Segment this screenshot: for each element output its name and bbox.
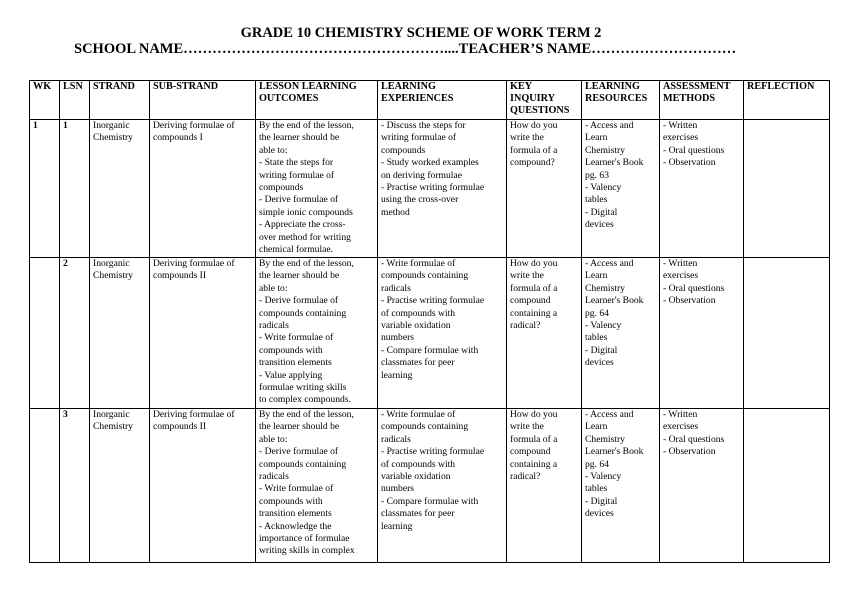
column-header-assessment-methods bbox=[660, 81, 744, 120]
cell-lsn: 3 bbox=[60, 409, 90, 563]
cell-text-line: - Observation bbox=[663, 295, 716, 307]
school-teacher-line: SCHOOL NAME………………………………………………....TEACHER’S NAME………………………… bbox=[74, 41, 737, 57]
cell-text-line: - Write formulae of bbox=[259, 483, 334, 495]
cell-wk bbox=[30, 258, 60, 409]
cell-text-line: variable oxidation bbox=[381, 471, 451, 483]
cell-text-line: chemical formulae. bbox=[259, 244, 334, 256]
cell-text-line: - Valency bbox=[585, 471, 622, 483]
cell-assessment bbox=[660, 258, 744, 409]
cell-text-line: - Practise writing formulae bbox=[381, 182, 485, 194]
cell-text-line: tables bbox=[585, 332, 608, 344]
cell-text-line: classmates for peer bbox=[381, 508, 455, 520]
cell-text-line: Chemistry bbox=[93, 421, 133, 433]
column-header-lesson-learning-outcomes bbox=[256, 81, 378, 120]
header-text-line: RESOURCES bbox=[585, 93, 648, 104]
cell-assessment bbox=[660, 409, 744, 563]
cell-text-line: compounds containing bbox=[381, 421, 469, 433]
column-header-reflection bbox=[744, 81, 830, 120]
cell-text-line: How do you bbox=[510, 409, 558, 420]
cell-text-line: exercises bbox=[663, 132, 699, 144]
cell-text-line: transition elements bbox=[259, 508, 332, 520]
cell-text-line: exercises bbox=[663, 270, 699, 282]
cell-sub-strand bbox=[150, 258, 256, 409]
cell-text-line: importance of formulae bbox=[259, 533, 350, 545]
cell-text-line: - Appreciate the cross- bbox=[259, 219, 346, 231]
cell-text-line: - Discuss the steps for bbox=[381, 120, 466, 131]
cell-text-line: Inorganic bbox=[93, 120, 130, 131]
cell-text-line: - Write formulae of bbox=[259, 332, 334, 344]
column-header-strand bbox=[90, 81, 150, 120]
cell-text-line: Chemistry bbox=[93, 132, 133, 144]
cell-text-line: - Derive formulae of bbox=[259, 194, 339, 206]
cell-outcomes bbox=[256, 258, 378, 409]
cell-assessment bbox=[660, 120, 744, 258]
cell-wk: 1 bbox=[30, 120, 60, 258]
cell-text-line: writing formulae of bbox=[381, 132, 457, 144]
cell-text-line: method bbox=[381, 206, 410, 218]
cell-text-line: writing formulae of bbox=[259, 169, 335, 181]
cell-text-line: able to: bbox=[259, 144, 288, 156]
cell-text-line: - Written bbox=[663, 258, 698, 269]
cell-outcomes bbox=[256, 120, 378, 258]
cell-text-line: compounds bbox=[259, 182, 304, 194]
cell-text-line: Chemistry bbox=[585, 433, 625, 445]
cell-resources bbox=[582, 409, 660, 563]
column-header-lsn bbox=[60, 81, 90, 120]
cell-text-line: write the bbox=[510, 421, 544, 433]
header-text-line: REFLECTION bbox=[747, 81, 815, 92]
cell-text-line: - Oral questions bbox=[663, 433, 725, 445]
cell-questions bbox=[507, 409, 582, 563]
cell-text-line: radicals bbox=[381, 433, 411, 445]
cell-text-line: - Digital bbox=[585, 344, 618, 356]
cell-text-line: on deriving formulae bbox=[381, 169, 462, 181]
cell-text-line: compounds II bbox=[153, 270, 207, 282]
cell-text-line: pg. 64 bbox=[585, 307, 609, 319]
cell-text-line: formulae writing skills bbox=[259, 382, 347, 394]
cell-text-line: containing a bbox=[510, 307, 558, 319]
cell-text-line: writing skills in complex bbox=[259, 545, 355, 557]
cell-text-line: How do you bbox=[510, 120, 558, 131]
cell-text-line: - Compare formulae with bbox=[381, 344, 479, 356]
cell-resources bbox=[582, 258, 660, 409]
cell-text-line: compounds bbox=[381, 144, 426, 156]
cell-text-line: - Practise writing formulae bbox=[381, 446, 485, 458]
cell-text-line: - Access and bbox=[585, 409, 634, 420]
cell-text-line: to complex compounds. bbox=[259, 394, 351, 406]
table-row bbox=[30, 120, 830, 258]
cell-text-line: pg. 63 bbox=[585, 169, 609, 181]
cell-reflection bbox=[744, 120, 830, 258]
column-header-sub-strand bbox=[150, 81, 256, 120]
cell-lsn: 2 bbox=[60, 258, 90, 409]
cell-text-line: learning bbox=[381, 369, 413, 381]
cell-text-line: radical? bbox=[510, 471, 541, 483]
cell-text-line: radicals bbox=[381, 282, 411, 294]
cell-text-line: - State the steps for bbox=[259, 157, 334, 169]
cell-text-line: Inorganic bbox=[93, 409, 130, 420]
cell-strand bbox=[90, 409, 150, 563]
cell-text-line: formula of a bbox=[510, 144, 558, 156]
cell-text-line: Deriving formulae of bbox=[153, 120, 235, 131]
cell-strand bbox=[90, 258, 150, 409]
cell-text-line: - Access and bbox=[585, 258, 634, 269]
column-header-learning-resources bbox=[582, 81, 660, 120]
cell-text-line: Deriving formulae of bbox=[153, 409, 235, 420]
cell-text-line: Deriving formulae of bbox=[153, 258, 235, 269]
cell-text-line: - Practise writing formulae bbox=[381, 295, 485, 307]
cell-text-line: - Access and bbox=[585, 120, 634, 131]
header-text-line: LEARNING bbox=[381, 81, 436, 92]
cell-text-line: - Oral questions bbox=[663, 144, 725, 156]
cell-text-line: containing a bbox=[510, 458, 558, 470]
cell-reflection bbox=[744, 258, 830, 409]
cell-text-line: Learn bbox=[585, 270, 608, 282]
cell-text-line: pg. 64 bbox=[585, 458, 609, 470]
table-row bbox=[30, 409, 830, 563]
cell-text-line: devices bbox=[585, 219, 614, 231]
cell-text-line: able to: bbox=[259, 433, 288, 445]
header-text-line: SUB-STRAND bbox=[153, 81, 219, 92]
cell-text-line: Learn bbox=[585, 132, 608, 144]
cell-text-line: Learner's Book bbox=[585, 295, 644, 307]
cell-text-line: - Digital bbox=[585, 495, 618, 507]
cell-text-line: the learner should be bbox=[259, 132, 340, 144]
cell-text-line: the learner should be bbox=[259, 270, 340, 282]
document-title: GRADE 10 CHEMISTRY SCHEME OF WORK TERM 2 bbox=[240, 25, 602, 41]
cell-text-line: compounds I bbox=[153, 132, 203, 144]
cell-text-line: - Value applying bbox=[259, 369, 323, 381]
cell-text-line: tables bbox=[585, 483, 608, 495]
column-header-wk bbox=[30, 81, 60, 120]
cell-text-line: - Study worked examples bbox=[381, 157, 479, 169]
cell-text-line: compound bbox=[510, 295, 551, 307]
cell-text-line: compounds with bbox=[259, 344, 323, 356]
cell-text-line: - Digital bbox=[585, 206, 618, 218]
cell-text-line: - Compare formulae with bbox=[381, 495, 479, 507]
header-text-line: ASSESSMENT bbox=[663, 81, 731, 92]
cell-text-line: - Written bbox=[663, 409, 698, 420]
cell-text-line: - Write formulae of bbox=[381, 409, 456, 420]
cell-text-line: able to: bbox=[259, 282, 288, 294]
cell-text-line: - Oral questions bbox=[663, 282, 725, 294]
cell-text-line: classmates for peer bbox=[381, 357, 455, 369]
cell-text-line: radicals bbox=[259, 471, 289, 483]
cell-lsn: 1 bbox=[60, 120, 90, 258]
cell-text-line: compounds containing bbox=[381, 270, 469, 282]
cell-text-line: Chemistry bbox=[585, 282, 625, 294]
cell-questions bbox=[507, 120, 582, 258]
cell-text-line: write the bbox=[510, 132, 544, 144]
column-header-learning-experiences bbox=[378, 81, 507, 120]
cell-text-line: formula of a bbox=[510, 433, 558, 445]
header-text-line: OUTCOMES bbox=[259, 93, 319, 104]
cell-text-line: Learner's Book bbox=[585, 446, 644, 458]
cell-text-line: By the end of the lesson, bbox=[259, 258, 354, 269]
cell-text-line: over method for writing bbox=[259, 231, 351, 243]
cell-text-line: Inorganic bbox=[93, 258, 130, 269]
cell-text-line: simple ionic compounds bbox=[259, 206, 353, 218]
cell-text-line: - Acknowledge the bbox=[259, 520, 332, 532]
cell-text-line: - Written bbox=[663, 120, 698, 131]
cell-text-line: devices bbox=[585, 357, 614, 369]
cell-text-line: - Write formulae of bbox=[381, 258, 456, 269]
cell-text-line: of compounds with bbox=[381, 458, 456, 470]
cell-text-line: compound bbox=[510, 446, 551, 458]
header-text-line: INQUIRY bbox=[510, 93, 555, 104]
cell-outcomes bbox=[256, 409, 378, 563]
cell-sub-strand bbox=[150, 409, 256, 563]
header-text-line: KEY bbox=[510, 81, 533, 92]
cell-text-line: - Derive formulae of bbox=[259, 446, 339, 458]
cell-text-line: numbers bbox=[381, 483, 415, 495]
header-text-line: LESSON LEARNING bbox=[259, 81, 357, 92]
header-text-line: EXPERIENCES bbox=[381, 93, 454, 104]
header-text-line: METHODS bbox=[663, 93, 716, 104]
cell-text-line: using the cross-over bbox=[381, 194, 459, 206]
table-header-row bbox=[30, 81, 830, 120]
cell-text-line: By the end of the lesson, bbox=[259, 409, 354, 420]
cell-text-line: numbers bbox=[381, 332, 415, 344]
header-text-line: WK bbox=[33, 81, 52, 92]
table-row bbox=[30, 258, 830, 409]
cell-text-line: transition elements bbox=[259, 357, 332, 369]
cell-text-line: Learn bbox=[585, 421, 608, 433]
cell-text-line: variable oxidation bbox=[381, 320, 451, 332]
cell-text-line: By the end of the lesson, bbox=[259, 120, 354, 131]
cell-text-line: - Valency bbox=[585, 182, 622, 194]
cell-experiences bbox=[378, 120, 507, 258]
cell-questions bbox=[507, 258, 582, 409]
scheme-of-work-table bbox=[29, 80, 830, 563]
cell-text-line: Chemistry bbox=[93, 270, 133, 282]
cell-text-line: tables bbox=[585, 194, 608, 206]
header-text-line: QUESTIONS bbox=[510, 105, 570, 116]
cell-wk bbox=[30, 409, 60, 563]
cell-text-line: - Observation bbox=[663, 446, 716, 458]
cell-text-line: compounds containing bbox=[259, 307, 347, 319]
cell-text-line: learning bbox=[381, 520, 413, 532]
cell-sub-strand bbox=[150, 120, 256, 258]
cell-text-line: Learner's Book bbox=[585, 157, 644, 169]
header-text-line: STRAND bbox=[93, 81, 135, 92]
cell-text-line: - Valency bbox=[585, 320, 622, 332]
cell-strand bbox=[90, 120, 150, 258]
cell-text-line: exercises bbox=[663, 421, 699, 433]
cell-text-line: Chemistry bbox=[585, 144, 625, 156]
cell-reflection bbox=[744, 409, 830, 563]
cell-text-line: formula of a bbox=[510, 282, 558, 294]
cell-text-line: devices bbox=[585, 508, 614, 520]
cell-text-line: compound? bbox=[510, 157, 555, 169]
table-body bbox=[30, 120, 830, 563]
cell-text-line: - Observation bbox=[663, 157, 716, 169]
cell-text-line: compounds II bbox=[153, 421, 207, 433]
cell-experiences bbox=[378, 409, 507, 563]
cell-text-line: radical? bbox=[510, 320, 541, 332]
cell-text-line: compounds with bbox=[259, 495, 323, 507]
header-text-line: LSN bbox=[63, 81, 83, 92]
cell-resources bbox=[582, 120, 660, 258]
header-text-line: LEARNING bbox=[585, 81, 640, 92]
cell-text-line: How do you bbox=[510, 258, 558, 269]
cell-text-line: the learner should be bbox=[259, 421, 340, 433]
column-header-key-inquiry-questions bbox=[507, 81, 582, 120]
cell-experiences bbox=[378, 258, 507, 409]
cell-text-line: of compounds with bbox=[381, 307, 456, 319]
cell-text-line: compounds containing bbox=[259, 458, 347, 470]
cell-text-line: - Derive formulae of bbox=[259, 295, 339, 307]
cell-text-line: radicals bbox=[259, 320, 289, 332]
cell-text-line: write the bbox=[510, 270, 544, 282]
